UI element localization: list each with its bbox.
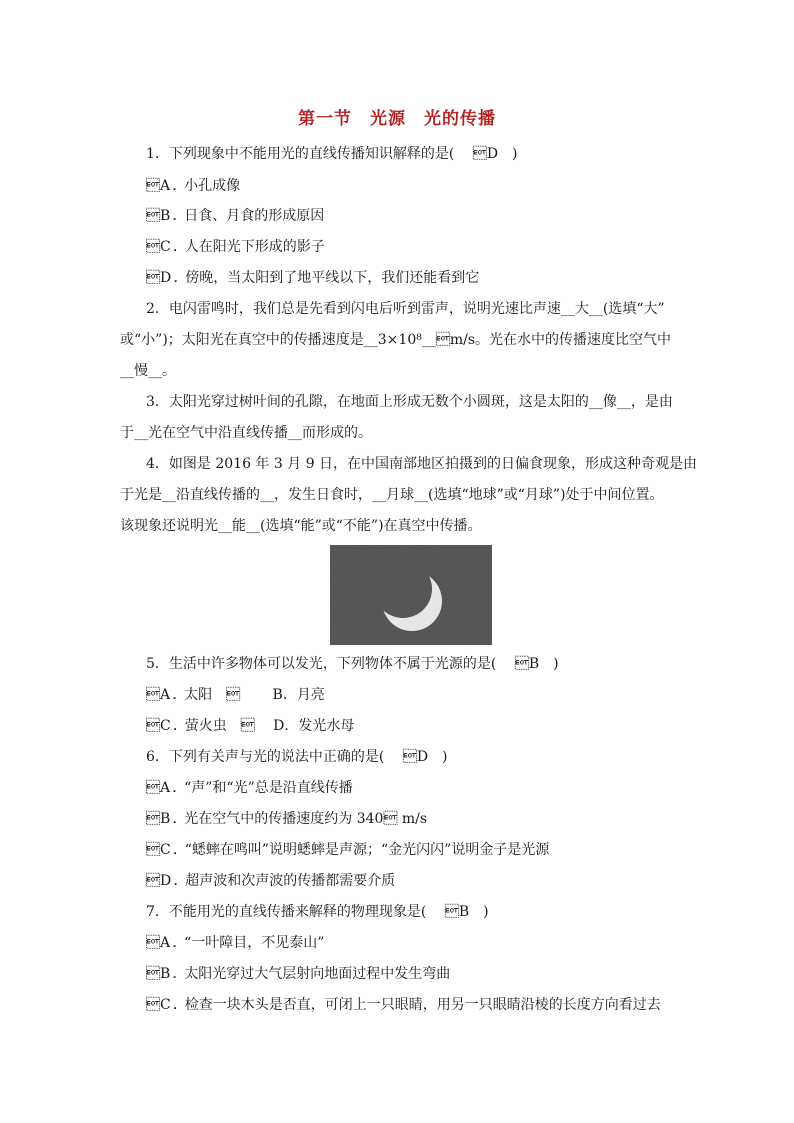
q2-line-3: __慢__。 (120, 363, 176, 379)
q1-option-c: C．人在阳光下形成的影子 (146, 239, 325, 255)
q1-stem: 1．下列现象中不能用光的直线传播知识解释的是( D ) (146, 146, 518, 162)
q7-option-c: C．检查一块木头是否直，可闭上一只眼睛，用另一只眼睛沿棱的长度方向看过去 (146, 997, 661, 1013)
q6-option-a: A．“声”和“光”总是沿直线传播 (146, 780, 353, 796)
q4-line-3: 该现象还说明光__能__(选填“能”或“不能”)在真空中传播。 (120, 518, 482, 534)
q6-option-c: C．“蟋蟀在鸣叫”说明蟋蟀是声源；“金光闪闪”说明金子是光源 (146, 842, 550, 858)
q3-line-2: 于__光在空气中沿直线传播__而形成的。 (120, 425, 372, 441)
page-title: 第一节 光源 光的传播 (298, 109, 496, 129)
q2-line-1: 2．电闪雷鸣时，我们总是先看到闪电后听到雷声，说明光速比声速__大__(选填“大” (146, 301, 665, 317)
q6-stem: 6．下列有关声与光的说法中正确的是( D ) (146, 749, 448, 765)
q6-option-d: D．超声波和次声波的传播都需要介质 (146, 873, 396, 889)
q5-options-ab: A．太阳  B．月亮 (146, 687, 325, 703)
q5-options-cd: C．萤火虫  D．发光水母 (146, 718, 355, 734)
q7-stem: 7．不能用光的直线传播来解释的物理现象是( B ) (146, 904, 489, 920)
q7-option-a: A．“一叶障目，不见泰山” (146, 935, 325, 951)
q1-option-d: D．傍晚，当太阳到了地平线以下，我们还能看到它 (146, 270, 480, 286)
solar-eclipse-photo (330, 545, 492, 645)
q7-option-b: B．太阳光穿过大气层射向地面过程中发生弯曲 (146, 966, 451, 982)
q5-stem: 5．生活中许多物体可以发光，下列物体不属于光源的是( B ) (146, 656, 559, 672)
q3-line-1: 3．太阳光穿过树叶间的孔隙，在地面上形成无数个小圆斑，这是太阳的__像__，是由 (146, 394, 673, 410)
q4-line-1: 4．如图是 2016 年 3 月 9 日，在中国南部地区拍摄到的日偏食现象，形成这种奇观是由 (146, 456, 698, 472)
q1-option-b: B．日食、月食的形成原因 (146, 208, 325, 224)
q2-line-2: 或“小”)；太阳光在真空中的传播速度是__3×10⁸__m/s。光在水中的传播速度比空气中 (120, 332, 672, 348)
crescent-sun-shape (330, 545, 492, 645)
q4-line-2: 于光是__沿直线传播的__，发生日食时，__月球__(选填“地球”或“月球”)处于中间位置。 (120, 487, 664, 503)
q6-option-b: B．光在空气中的传播速度约为 340 m/s (146, 811, 428, 827)
q1-option-a: A．小孔成像 (146, 178, 241, 194)
